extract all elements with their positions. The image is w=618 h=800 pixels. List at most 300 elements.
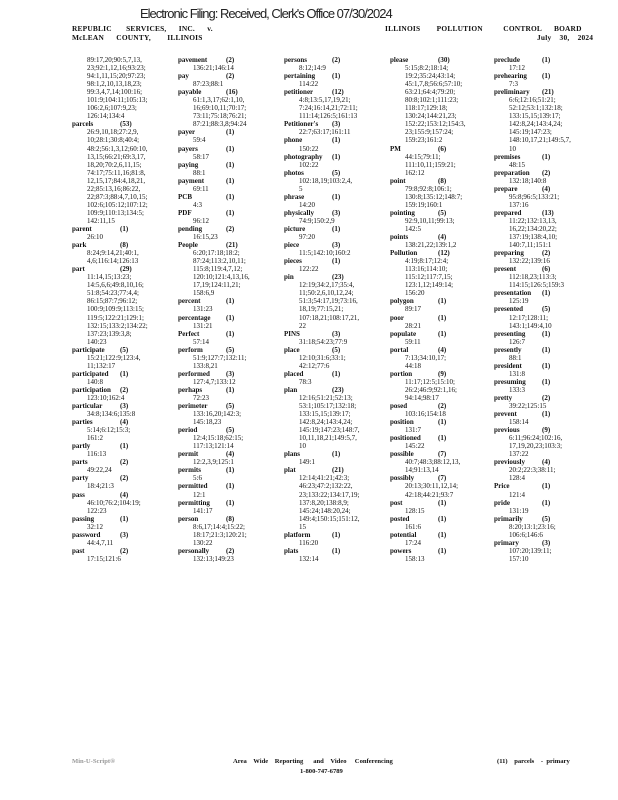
page-line-references: 44:15;79:11; [405,152,441,161]
page-line-references: 132:14 [299,554,319,563]
headword-count: (1) [542,72,551,81]
headword-count: (4) [438,233,447,242]
page-line-references: 131:7 [405,426,421,435]
page-line-references: 16:15,23 [193,233,218,242]
index-entry [178,426,282,450]
page-line-references: 22;87:3;88:4,7,10,15; [87,192,148,201]
page-line-references: 133:8,21 [193,361,218,370]
index-headword [494,346,598,354]
index-headword [178,370,282,378]
page-line-references: 5:14;6:12;15:3; [87,426,131,435]
headword-text: Perfect [178,329,200,338]
headword-text: primary [494,538,519,547]
page-line-references: 51:9;127:7;132:11; [193,353,247,362]
page-line-references: 141:17 [193,506,213,515]
index-headword [390,233,494,241]
footer-phone: 1-800-747-6789 [300,768,343,775]
index-entry [494,362,598,378]
headword-text: PCB [178,192,192,201]
headword-text: percent [178,297,201,306]
headword-count: (1) [332,530,341,539]
headword-count: (6) [438,144,447,153]
index-headword [178,297,282,305]
index-headword [390,346,494,354]
index-headword [178,72,282,80]
index-headword [494,362,598,370]
index-entry [72,225,176,241]
page-line-references: 162:12 [405,168,425,177]
headword-count: (1) [332,152,341,161]
index-entry [178,314,282,330]
index-entry [390,515,494,531]
index-headword [494,482,598,490]
index-headword [494,289,598,297]
headword-count: (7) [438,474,447,483]
index-entry [494,88,598,152]
index-headword [178,177,282,185]
headword-count: (1) [226,128,235,137]
index-entry [178,402,282,426]
page-line-references: 8:20;13:1;23:16; [509,522,556,531]
index-entry [390,145,494,177]
index-entry [494,458,598,482]
page-line-references: 130:22 [193,538,213,547]
index-headword [72,418,176,426]
index-entry [284,88,388,120]
headword-text: polygon [390,297,414,306]
page-line-references: 89:17 [405,305,421,314]
page-line-references: 12:4;15:18;62:15; [193,434,244,443]
index-entry [178,297,282,313]
page-line-references: 87:21;88:3,8;94:24 [193,120,247,129]
headword-count: (21) [542,88,554,97]
page-line-references: 57:14 [193,337,209,346]
headword-text: place [284,345,300,354]
headword-text: post [390,498,403,507]
headword-text: preparation [494,168,530,177]
index-entry [494,209,598,249]
headword-count: (30) [438,56,450,64]
index-headword [284,88,388,96]
headword-text: plan [284,385,298,394]
page-line-references: 149:1 [299,458,315,467]
page-line-references: 142:5 [405,224,421,233]
index-entry [284,225,388,241]
headword-text: platform [284,530,311,539]
headword-text: performed [178,369,210,378]
page-line-references: 126:7 [509,337,525,346]
index-headword [284,153,388,161]
page-line-references: 145:19;147:23; [509,128,552,137]
index-entry [494,394,598,410]
page-line-references: 137:19;138:4,10; [509,233,558,242]
page-line-references: 44:4,7,11 [87,538,114,547]
index-headword [390,418,494,426]
headword-count: (1) [120,224,129,233]
page-line-references: 18:17;21:3;120:21; [193,530,247,539]
index-entry [72,370,176,386]
headword-count: (12) [438,249,450,258]
index-entry [284,450,388,466]
index-headword [178,161,282,169]
index-column-4 [390,56,494,563]
page-line-references: 12,15,17;84:4,18,21, [87,176,146,185]
headword-text: part [72,265,85,274]
index-headword [390,177,494,185]
index-entry [390,547,494,563]
headword-count: (1) [120,369,129,378]
page-line-references: 157:10 [509,554,529,563]
headword-count: (3) [332,120,341,129]
index-entry [72,547,176,563]
footer-page-range: (11) parcels - primary [497,758,570,765]
index-entry [284,56,388,72]
page-line-references: 115:12;117:7,15; [405,273,453,282]
index-headword [390,434,494,442]
page-line-references: 131:21 [193,321,213,330]
index-entry [284,153,388,169]
page-line-references: 116:20 [299,538,319,547]
page-line-references: 15 [299,522,306,531]
index-entry [72,515,176,531]
headword-text: placed [284,369,304,378]
page-line-references: 14:5,6,6;49:8,10,16; [87,281,144,290]
page-line-references: 94:14;98:17 [405,393,439,402]
headword-text: PDF [178,208,192,217]
headword-text: perhaps [178,385,203,394]
page-line-references: 63:21;64:4;79:20; [405,88,456,97]
index-entry [284,466,388,530]
page-line-references: 22:7;63:17;161:11 [299,128,351,137]
index-headword [284,241,388,249]
headword-text: posted [390,514,410,523]
index-headword [494,426,598,434]
headword-count: (1) [542,361,551,370]
filing-stamp: Electronic Filing: Received, Clerk's Office 07/30/2024 [140,6,392,21]
index-headword [178,145,282,153]
page-line-references: 4,6;116:14;126:13 [87,257,139,266]
headword-text: picture [284,224,306,233]
index-entry [390,474,494,498]
headword-text: person [178,514,199,523]
headword-text: pavement [178,56,208,64]
headword-text: presented [494,305,524,314]
page-line-references: 145:24;148:20,24; [299,506,351,515]
page-line-references: 118:17;129:18; [405,104,448,113]
index-headword [494,185,598,193]
index-headword [72,515,176,523]
index-entry [494,72,598,88]
page-line-references: 121:4 [509,490,525,499]
header-case-caption-line2: McLEAN COUNTY, ILLINOIS [72,33,203,42]
headword-text: potential [390,530,417,539]
index-headword [178,128,282,136]
headword-count: (1) [542,56,551,64]
headword-text: park [72,241,87,250]
headword-count: (2) [120,546,129,555]
page-line-references: 113:16;114:10; [405,265,448,274]
index-headword [284,72,388,80]
index-entry [390,249,494,297]
headword-count: (1) [542,289,551,298]
page-line-references: 6:11;96:24;102:16, [509,434,563,443]
index-headword [494,265,598,273]
headword-count: (2) [226,224,235,233]
page-line-references: 4:3 [193,200,202,209]
headword-text: possible [390,450,414,459]
page-line-references: 26:2;46:9;92:1,16; [405,385,457,394]
headword-text: particular [72,402,103,411]
index-entry [178,346,282,370]
index-entry [178,161,282,177]
index-entry [72,120,176,225]
page-line-references: 74:9;150:2,9 [299,216,335,225]
headword-text: pride [494,498,510,507]
headword-text: preclude [494,56,520,64]
page-line-references: 79:8;92:8;106:1; [405,184,452,193]
page-line-references: 53:1;105:17;132:18; [299,402,357,411]
page-line-references: 89:17,20;90:5,7,13, [87,56,142,64]
page-line-references: 32:12 [87,522,103,531]
page-line-references: 136:21;146:14 [193,64,234,73]
page-line-references: 61:1,3,17;62:1,10, [193,96,245,105]
page-line-references: 14:20 [299,200,315,209]
index-entry [390,346,494,370]
headword-count: (1) [542,152,551,161]
index-entry [284,370,388,386]
index-headword [390,145,494,153]
headword-count: (1) [542,482,551,491]
page-line-references: 18,19;77:15,21; [299,305,344,314]
index-entry [284,120,388,136]
page-line-references: 52:12;53:1;132:18; [509,104,563,113]
page-line-references: 26:9,10,18;27:2,9, [87,128,139,137]
headword-text: please [390,56,409,64]
page-line-references: 18,20;70:2,6,11,15; [87,160,142,169]
headword-text: parties [72,418,93,427]
page-line-references: 10 [299,442,306,451]
index-headword [284,386,388,394]
page-line-references: 149:4;150:15;151:12, [299,514,360,523]
headword-text: password [72,530,101,539]
headword-text: participated [72,369,109,378]
headword-text: portion [390,369,413,378]
headword-count: (3) [332,329,341,338]
index-entry [284,241,388,257]
index-entry [284,209,388,225]
page-line-references: 10 [509,144,516,153]
headword-count: (5) [332,168,341,177]
index-headword [390,515,494,523]
headword-count: (5) [542,514,551,523]
index-entry [390,209,494,233]
page-line-references: 11:14,15;13:23; [87,273,132,282]
headword-text: physically [284,208,314,217]
index-entry [284,346,388,370]
headword-text: preparing [494,249,524,258]
index-entry [390,402,494,418]
index-headword [284,56,388,64]
page-line-references: 17,19;124:11,21; [193,281,241,290]
page-line-references: 122:23 [87,506,107,515]
headword-count: (53) [120,120,132,129]
index-headword [72,386,176,394]
page-line-references: 17:12 [509,64,525,73]
index-entry [284,257,388,273]
page-line-references: 130:24;144:21,23; [405,112,457,121]
page-line-references: 97:20 [299,233,315,242]
index-entry [284,547,388,563]
index-entry [178,547,282,563]
page-line-references: 8:24;9:14,21;40:1, [87,249,139,258]
page-line-references: 5 [299,184,303,193]
headword-count: (1) [226,160,235,169]
index-headword [284,466,388,474]
headword-text: pay [178,72,189,81]
page-line-references: 72:23 [193,393,209,402]
index-entry [178,482,282,498]
index-entry [284,330,388,346]
headword-text: prehearing [494,72,527,81]
page-line-references: 12:17;128:11; [509,313,549,322]
index-headword [284,136,388,144]
index-entry [390,233,494,249]
headword-text: plats [284,546,299,555]
page-line-references: 4:8;13:5,17,19,21; [299,96,351,105]
page-line-references: 99:3,4,7,14;100:16; [87,88,143,97]
index-entry [494,330,598,346]
headword-count: (1) [226,144,235,153]
headword-text: possibly [390,474,415,483]
headword-count: (2) [120,458,129,467]
page-line-references: 39:22;125:15 [509,402,547,411]
headword-text: prepare [494,184,518,193]
index-headword [72,474,176,482]
index-entry [178,386,282,402]
headword-count: (2) [226,56,235,64]
headword-text: positioned [390,434,421,443]
page-line-references: 34:8;134:6;135:8 [87,410,136,419]
headword-text: photos [284,168,304,177]
index-headword [390,56,494,64]
index-headword [390,370,494,378]
page-line-references: 158:14 [509,418,529,427]
footer-brand: Min-U-Script® [72,758,116,765]
page-line-references: 69:11 [193,184,209,193]
headword-text: pertaining [284,72,316,81]
index-entry [284,273,388,329]
index-column-5 [494,56,598,563]
index-entry [72,474,176,490]
page-line-references: 40:7;48:3;88:12,13, [405,458,461,467]
index-entry [494,539,598,563]
page-line-references: 107:18,21;108:17,21, [299,313,360,322]
headword-text: pending [178,224,203,233]
headword-count: (1) [226,208,235,217]
index-headword [494,499,598,507]
page-line-references: 115:8;119:4,7,12; [193,265,243,274]
headword-count: (1) [120,514,129,523]
headword-text: parent [72,224,92,233]
index-headword [178,330,282,338]
page-line-references: 18:4;21:3 [87,482,114,491]
index-headword [178,402,282,410]
headword-count: (2) [438,402,447,411]
index-headword [284,193,388,201]
headword-text: permitted [178,482,208,491]
index-entry [494,153,598,169]
index-entry [390,297,494,313]
headword-text: pieces [284,257,302,266]
headword-text: PM [390,144,401,153]
index-entry [284,193,388,209]
page-line-references: 7:13;34:10,17; [405,353,447,362]
page-line-references: 58:17 [193,152,209,161]
headword-text: petitioner [284,88,314,97]
index-entry [494,56,598,72]
headword-count: (1) [332,72,341,81]
index-entry [178,145,282,161]
page-line-references: 152:22;153:12;154:3, [405,120,466,129]
headword-count: (7) [438,450,447,459]
index-entry [494,482,598,498]
index-headword [178,482,282,490]
index-headword [284,225,388,233]
index-headword [494,88,598,96]
page-line-references: 95:8;96:5;133:21; [509,192,560,201]
page-line-references: 140:7,11;151:1 [509,241,552,250]
headword-count: (5) [332,345,341,354]
index-entry [494,265,598,289]
page-line-references: 102:6;105:12;107:12; [87,200,148,209]
headword-count: (8) [226,514,235,523]
page-line-references: 92:9,10,11;99:13; [405,216,455,225]
page-line-references: 131:19 [509,506,529,515]
index-entry [494,346,598,362]
index-headword [284,547,388,555]
index-entry [178,466,282,482]
page-line-references: 161:6 [405,522,421,531]
page-line-references: 140:8 [87,377,103,386]
headword-count: (1) [226,482,235,491]
index-column-2 [178,56,282,563]
page-line-references: 161:2 [87,434,103,443]
headword-count: (1) [542,377,551,386]
page-line-references: 31:18;54:23;77:9 [299,337,348,346]
headword-count: (1) [542,345,551,354]
page-line-references: 78:3 [299,377,312,386]
page-line-references: 131:8 [509,369,525,378]
page-line-references: 102:22 [299,160,319,169]
index-headword [284,346,388,354]
headword-count: (1) [438,313,447,322]
index-headword [494,209,598,217]
index-headword [178,450,282,458]
index-headword [72,531,176,539]
headword-count: (1) [438,546,447,555]
index-headword [284,257,388,265]
page-line-references: 127:4,7;133:12 [193,377,236,386]
headword-text: plat [284,466,296,475]
headword-count: (1) [438,434,447,443]
page-line-references: 12:19;34:2,17;35:4, [299,281,355,290]
index-headword [284,450,388,458]
headword-count: (1) [226,466,235,475]
page-line-references: 148:10,17,21;149:5,7, [509,136,571,145]
index-headword [494,515,598,523]
headword-count: (1) [542,498,551,507]
page-line-references: 49:22,24 [87,466,112,475]
